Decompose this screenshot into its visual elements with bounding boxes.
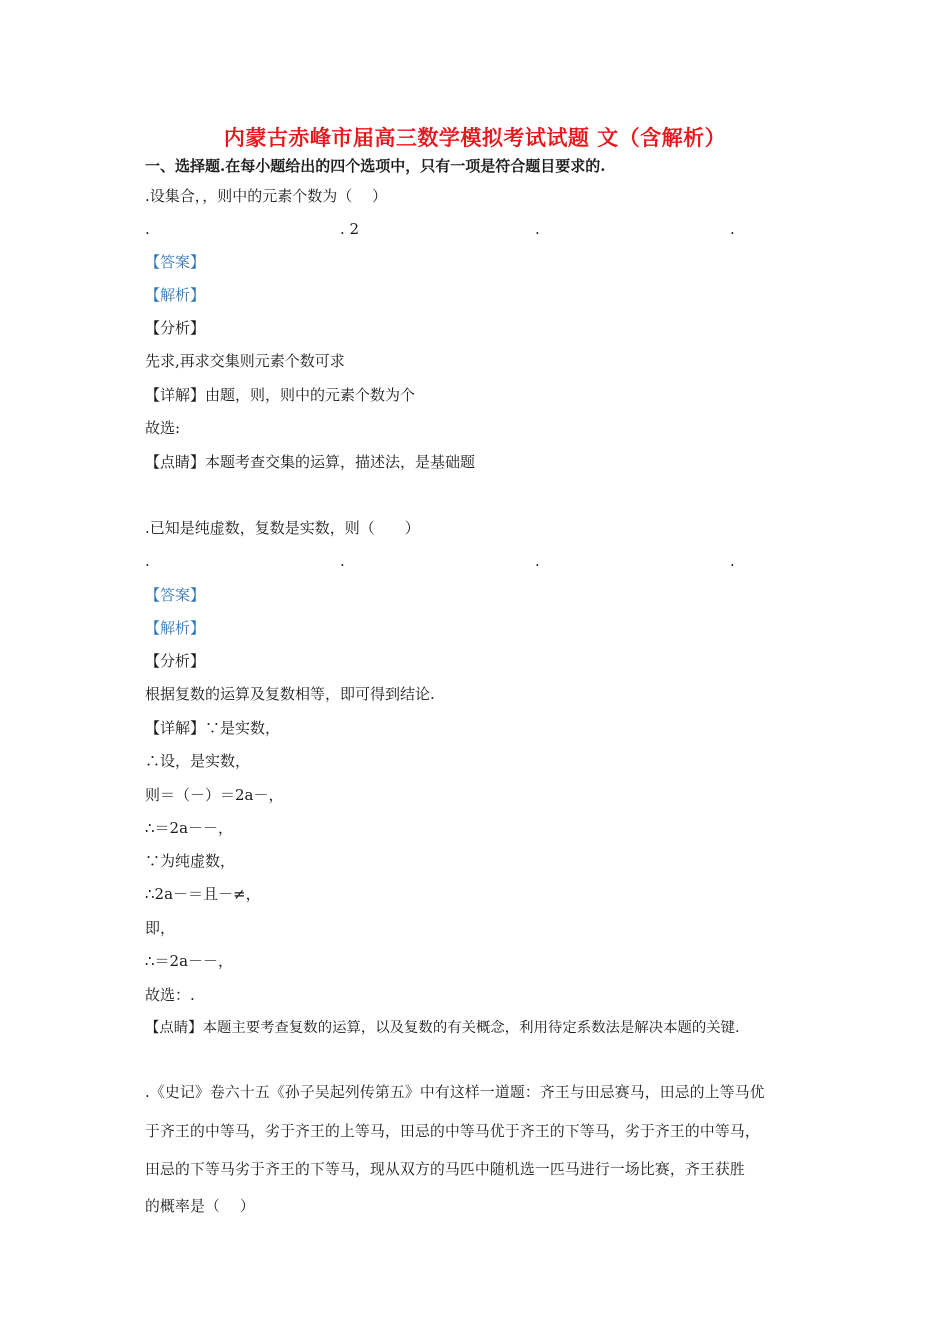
q3-line-3: 田忌的下等马劣于齐王的下等马，现从双方的马匹中随机选一匹马进行一场比赛，齐王获胜 (145, 1161, 745, 1178)
q2-fenxi-label: 【分析】 (145, 652, 206, 670)
page-title: 内蒙古赤峰市届高三数学模拟考试试题 文（含解析） (223, 125, 727, 150)
q3-line-4: 的概率是（ ） (145, 1198, 255, 1215)
q2-option-b: . (340, 552, 345, 570)
q1-fenxi-label: 【分析】 (145, 319, 206, 337)
q3-line-2: 于齐王的中等马，劣于齐王的上等马，田忌的中等马优于齐王的下等马，劣于齐王的中等马， (145, 1123, 760, 1140)
q2-detail: 【详解】∵是实数， (145, 719, 281, 737)
q2-dianjing: 【点睛】本题主要考查复数的运算，以及复数的有关概念，利用待定系数法是解决本题的关键. (145, 1020, 740, 1036)
q1-option-d: . (730, 220, 735, 238)
q1-options (145, 220, 745, 240)
q1-dianjing: 【点睛】本题考查交集的运算，描述法，是基础题 (145, 453, 476, 471)
q1-option-c: . (535, 220, 540, 238)
q2-step: 故选：. (145, 986, 195, 1004)
q1-guxuan: 故选: (145, 419, 181, 437)
q1-detail: 【详解】由题，则，则中的元素个数为个 (145, 386, 416, 404)
q2-answer-label: 【答案】 (145, 586, 206, 604)
q1-analysis-label: 【解析】 (145, 286, 206, 304)
q2-step: ∴2a－＝且－≠， (145, 885, 261, 903)
q1-stem: .设集合，，则中的元素个数为（ ） (145, 187, 388, 205)
q2-fenxi-text: 根据复数的运算及复数相等，即可得到结论. (145, 685, 435, 703)
q2-option-c: . (535, 552, 540, 570)
q2-step: ∵为纯虚数， (145, 852, 236, 870)
q2-step: ∴＝2a－－， (145, 819, 234, 837)
q2-step: ∴＝2a－－， (145, 952, 234, 970)
q2-step: 则＝（－）＝2a－， (145, 786, 284, 804)
q3-line-1: .《史记》卷六十五《孙子吴起列传第五》中有这样一道题：齐王与田忌赛马，田忌的上等马优 (145, 1084, 765, 1101)
q2-step: ∴设，是实数， (145, 752, 251, 770)
section-heading: 一、选择题.在每小题给出的四个选项中，只有一项是符合题目要求的. (145, 157, 606, 175)
q1-fenxi-text: 先求,再求交集则元素个数可求 (145, 352, 345, 370)
q2-options (145, 552, 745, 572)
q1-option-b: . 2 (340, 220, 360, 238)
q2-option-d: . (730, 552, 735, 570)
q2-option-a: . (145, 552, 150, 570)
q2-analysis-label: 【解析】 (145, 619, 206, 637)
q2-step: 即， (145, 919, 176, 937)
q1-answer-label: 【答案】 (145, 253, 206, 271)
q2-stem: .已知是纯虚数，复数是实数，则（ ） (145, 519, 420, 537)
q1-option-a: . (145, 220, 150, 238)
